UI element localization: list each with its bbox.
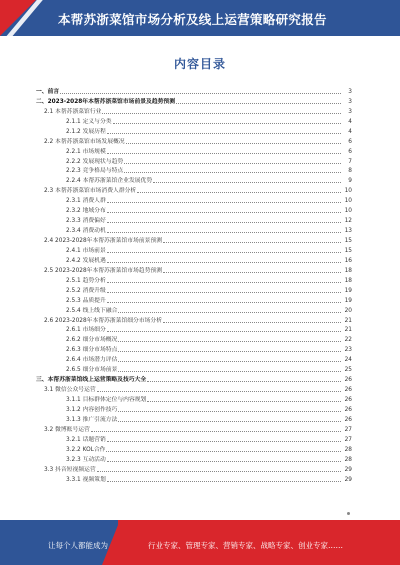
toc-page-number: 10 xyxy=(344,198,352,205)
toc-entry[interactable] xyxy=(36,285,352,295)
toc-entry-text: 3.2.3 互动活动 xyxy=(66,456,106,463)
toc-entry[interactable] xyxy=(36,195,352,205)
toc-leader-dots xyxy=(107,152,341,154)
toc-entry-text: 2.5.4 线上线下融合 xyxy=(66,307,118,314)
toc-page-number: 16 xyxy=(344,257,352,264)
toc-leader-dots xyxy=(107,291,341,293)
toc-entry[interactable] xyxy=(36,414,352,424)
toc-entry-text: 三、本帮苏浙菜馆线上运营策略及技巧大全 xyxy=(36,377,147,384)
toc-leader-dots xyxy=(137,191,341,193)
toc-entry[interactable] xyxy=(36,474,352,484)
toc-page-number: 26 xyxy=(344,406,352,413)
toc-entry[interactable] xyxy=(36,364,352,374)
toc-leader-dots xyxy=(107,201,341,203)
toc-entry-text: 2.6.4 市场潜力评估 xyxy=(66,357,118,364)
toc-entry[interactable] xyxy=(36,374,352,384)
toc-entry-text: 3.1.1 目标群体定位与内容规划 xyxy=(66,397,147,403)
toc-entry-text: 2.4.2 发展机遇 xyxy=(66,257,106,264)
toc-entry-text: 2.1.2 发展历程 xyxy=(66,128,106,135)
toc-page-number: 19 xyxy=(344,297,352,304)
toc-page-number: 4 xyxy=(348,128,352,135)
toc-leader-dots xyxy=(124,171,341,173)
toc-entry[interactable] xyxy=(36,255,352,265)
toc-leader-dots xyxy=(118,340,341,342)
footer-slogan-left: 让每个人都能成为 xyxy=(48,541,108,550)
toc-page-number: 10 xyxy=(344,188,352,195)
toc-entry[interactable] xyxy=(36,444,352,454)
toc-entry-text: 3.1 微信公众号运营 xyxy=(44,387,96,394)
toc-entry-text: 3.3.1 视频策划 xyxy=(66,476,106,483)
toc-entry[interactable] xyxy=(36,424,352,434)
toc-entry[interactable] xyxy=(36,464,352,474)
toc-leader-dots xyxy=(97,390,341,392)
toc-leader-dots xyxy=(106,450,341,452)
toc-entry-text: 2.6.1 市场细分 xyxy=(66,327,106,334)
toc-entry-text: 2.6.5 细分市场前景 xyxy=(66,367,118,374)
toc-entry-text: 2.4.1 市场前景 xyxy=(66,247,106,254)
toc-entry-text: 2.3.1 消费人群 xyxy=(66,198,106,205)
toc-entry-text: 3.2 微博账号运营 xyxy=(44,426,90,433)
toc-entry[interactable] xyxy=(36,354,352,364)
toc-entry[interactable] xyxy=(36,185,352,195)
toc-page-number: 7 xyxy=(348,158,352,165)
toc-leader-dots xyxy=(97,470,341,472)
toc-leader-dots xyxy=(107,440,341,442)
toc-page-number: 6 xyxy=(348,138,352,145)
toc-page-number: 22 xyxy=(344,337,352,344)
toc-page-number: 28 xyxy=(344,446,352,453)
toc-entry[interactable] xyxy=(36,235,352,245)
toc-leader-dots xyxy=(91,430,341,432)
toc-entry-text: 2.5.3 品质提升 xyxy=(66,297,106,304)
toc-entry[interactable] xyxy=(36,394,352,404)
page-marker xyxy=(347,512,350,515)
toc-entry-text: 2.3.4 消费动机 xyxy=(66,228,106,235)
toc-leader-dots xyxy=(176,102,341,104)
toc-page-number: 26 xyxy=(344,416,352,423)
toc-page-number: 3 xyxy=(348,98,352,105)
toc-page-number: 28 xyxy=(344,456,352,463)
toc-entry[interactable] xyxy=(36,126,352,136)
toc-entry[interactable] xyxy=(36,225,352,235)
toc-entry[interactable] xyxy=(36,325,352,335)
toc-page-number: 15 xyxy=(344,247,352,254)
toc-page-number: 3 xyxy=(348,108,352,115)
toc-page-number: 18 xyxy=(344,277,352,284)
toc-leader-dots xyxy=(107,330,341,332)
toc-leader-dots xyxy=(118,350,341,352)
toc-entry[interactable] xyxy=(36,344,352,354)
toc-entry-text: 2.5 2023-2028年本帮苏浙菜馆市场趋势预测 xyxy=(44,267,163,274)
toc-page-number: 25 xyxy=(344,367,352,374)
toc-entry[interactable] xyxy=(36,175,352,185)
toc-page-number: 20 xyxy=(344,307,352,314)
toc-leader-dots xyxy=(107,132,341,134)
toc-page-number: 21 xyxy=(344,317,352,324)
toc-entry-text: 2.5.2 消费升级 xyxy=(66,287,106,294)
toc-entry[interactable] xyxy=(36,275,352,285)
toc-leader-dots xyxy=(107,211,341,213)
toc-leader-dots xyxy=(107,231,341,233)
footer-slogan-right: 行业专家、管理专家、营销专家、战略专家、创业专家…… xyxy=(148,541,343,550)
toc-leader-dots xyxy=(124,162,341,164)
toc-entry[interactable] xyxy=(36,146,352,156)
toc-page-number: 19 xyxy=(344,287,352,294)
toc-leader-dots xyxy=(107,221,341,223)
toc-leader-dots xyxy=(126,142,341,144)
toc-entry-text: 2.6 2023-2028年本帮苏浙菜馆细分市场分析 xyxy=(44,317,163,324)
toc-entry[interactable] xyxy=(36,116,352,126)
toc-page-number: 8 xyxy=(348,168,352,175)
toc-entry[interactable] xyxy=(36,205,352,215)
toc-entry-text: 2.2.1 市场规模 xyxy=(66,148,106,155)
toc-entry[interactable] xyxy=(36,305,352,315)
toc-leader-dots xyxy=(163,321,341,323)
toc-entry-text: 2.3.2 地域分布 xyxy=(66,208,106,215)
toc-entry-text: 二、2023-2028年本帮苏浙菜馆市场前景及趋势预测 xyxy=(36,98,176,105)
toc-entry-text: 一、前言 xyxy=(36,88,60,95)
toc-leader-dots xyxy=(153,181,341,183)
toc-entry-text: 2.2.4 本帮苏浙菜馆企业发展优势 xyxy=(66,178,153,185)
toc-entry[interactable] xyxy=(36,96,352,106)
toc-page-number: 12 xyxy=(344,218,352,225)
toc-entry-text: 2.5.1 趋势分析 xyxy=(66,277,106,284)
toc-leader-dots xyxy=(102,112,341,114)
top-banner xyxy=(0,0,400,36)
toc-page-number: 29 xyxy=(344,466,352,473)
toc-entry[interactable] xyxy=(36,315,352,325)
toc-leader-dots xyxy=(118,410,341,412)
toc-entry-text: 2.2.3 竞争格局与特点 xyxy=(66,168,124,175)
toc-entry-text: 3.1.3 推广引流方法 xyxy=(66,416,118,423)
toc-page-number: 6 xyxy=(348,148,352,155)
toc-entry[interactable] xyxy=(36,86,352,96)
toc-entry-text: 2.2.2 发展现状与趋势 xyxy=(66,158,124,165)
toc-leader-dots xyxy=(118,370,341,372)
toc-page-number: 21 xyxy=(344,327,352,334)
toc-entry-text: 2.4 2023-2028年本帮苏浙菜馆市场前景预测 xyxy=(44,238,163,244)
toc-leader-dots xyxy=(147,400,341,402)
toc-leader-dots xyxy=(107,480,341,482)
toc-leader-dots xyxy=(107,281,341,283)
toc-leader-dots xyxy=(118,420,341,422)
toc-page-number: 15 xyxy=(344,238,352,244)
toc-entry[interactable] xyxy=(36,295,352,305)
toc-entry-text: 2.3 本帮苏浙菜馆市场消费人群分析 xyxy=(44,188,137,195)
toc-entry-text: 2.6.3 细分市场特点 xyxy=(66,347,118,354)
toc-leader-dots xyxy=(107,251,341,253)
toc-page-number: 4 xyxy=(348,118,352,125)
toc-heading: 内容目录 xyxy=(173,57,226,71)
toc-leader-dots xyxy=(118,311,341,313)
toc-entry[interactable] xyxy=(36,454,352,464)
table-of-contents xyxy=(36,86,352,484)
toc-entry-text: 2.1.1 定义与分类 xyxy=(66,118,112,125)
toc-entry[interactable] xyxy=(36,156,352,166)
toc-page-number: 13 xyxy=(344,228,352,235)
toc-leader-dots xyxy=(163,271,341,273)
toc-page-number: 24 xyxy=(344,357,352,364)
toc-entry[interactable] xyxy=(36,215,352,225)
toc-leader-dots xyxy=(147,380,341,382)
toc-entry[interactable] xyxy=(36,245,352,255)
toc-entry[interactable] xyxy=(36,434,352,444)
toc-entry[interactable] xyxy=(36,106,352,116)
toc-leader-dots xyxy=(107,460,341,462)
toc-leader-dots xyxy=(107,301,341,303)
toc-leader-dots xyxy=(113,122,341,124)
toc-page-number: 29 xyxy=(344,476,352,483)
toc-entry-text: 2.2 本帮苏浙菜馆市场发展概况 xyxy=(44,138,125,145)
toc-entry-text: 3.2.2 KOL合作 xyxy=(66,446,106,453)
report-title: 本帮苏浙菜馆市场分析及线上运营策略研究报告 xyxy=(58,12,327,27)
toc-page-number: 10 xyxy=(344,208,352,215)
toc-entry-text: 2.3.3 消费偏好 xyxy=(66,218,106,225)
toc-entry[interactable] xyxy=(36,384,352,394)
toc-page-number: 9 xyxy=(348,178,352,185)
toc-leader-dots xyxy=(163,241,341,243)
toc-entry[interactable] xyxy=(36,166,352,176)
toc-page-number: 26 xyxy=(344,377,352,384)
toc-leader-dots xyxy=(60,92,341,94)
toc-page-number: 26 xyxy=(344,397,352,403)
toc-page-number: 23 xyxy=(344,347,352,354)
toc-page-number: 26 xyxy=(344,387,352,394)
toc-entry[interactable] xyxy=(36,265,352,275)
toc-entry-text: 3.1.2 内容创作技巧 xyxy=(66,406,118,413)
toc-entry[interactable] xyxy=(36,136,352,146)
toc-page-number: 27 xyxy=(344,426,352,433)
toc-entry[interactable] xyxy=(36,334,352,344)
toc-leader-dots xyxy=(107,261,341,263)
toc-entry-text: 3.2.1 话题营销 xyxy=(66,436,106,443)
toc-entry-text: 2.1 本帮苏浙菜馆行业 xyxy=(44,108,102,115)
toc-entry-text: 3.3 抖音短视频运营 xyxy=(44,466,96,473)
toc-page-number: 3 xyxy=(348,88,352,95)
toc-leader-dots xyxy=(118,360,341,362)
toc-page-number: 18 xyxy=(344,267,352,274)
toc-entry[interactable] xyxy=(36,404,352,414)
toc-entry-text: 2.6.2 细分市场概况 xyxy=(66,337,118,344)
toc-page-number: 27 xyxy=(344,436,352,443)
